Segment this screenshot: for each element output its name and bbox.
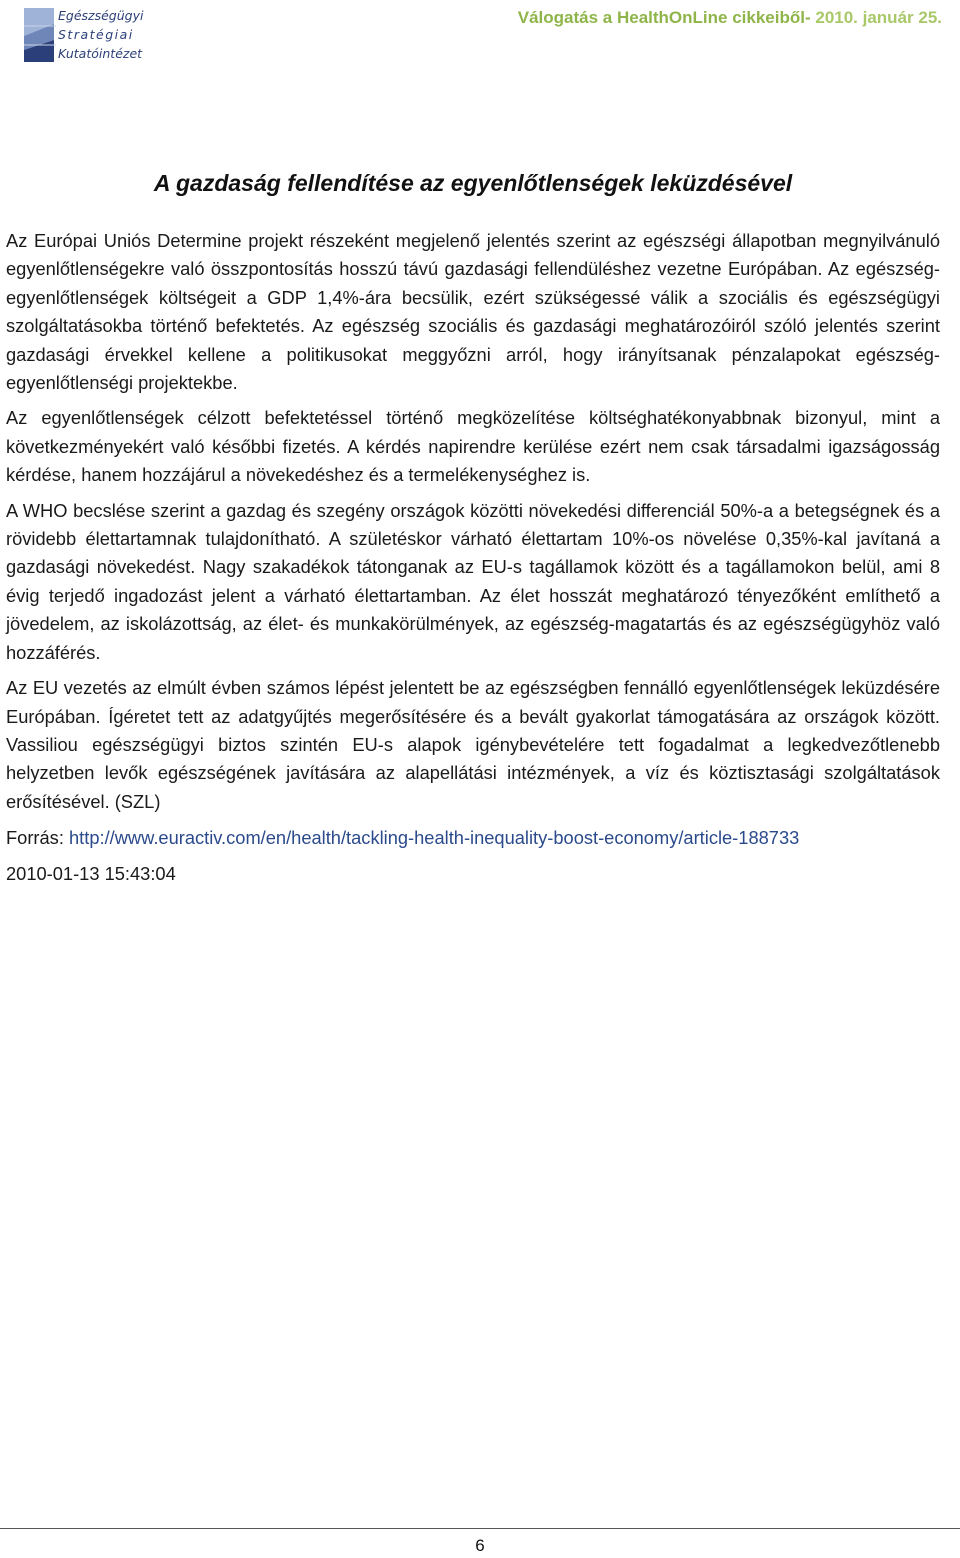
logo-text-line2: Stratégiai [58, 27, 134, 42]
page-number: 6 [475, 1536, 485, 1555]
article-paragraph-3: A WHO becslése szerint a gazdag és szegény országok közötti növekedési differenciál 50%-a a betegségnek és a rövidebb élettartamnak tulajdonítható. A születéskor várható élettartam 10%-os növelése 0,35%-kal javítaná a gazdasági növekedést. Nagy szakadékok tátonganak az EU-s tagállamok között és a tagállamokon belül, ami 8 évig terjedő ingadozást jelent a várható élettartamban. Az élet hosszát meghatározó tényezőként említhető a jövedelem, az iskolázottság, az élet- és munkakörülmények, az egészség-magatartás és az egészségügyhöz való hozzáférés. [6, 499, 940, 663]
source-link[interactable]: http://www.euractiv.com/en/health/tackling-health-inequality-boost-economy/article-188733 [69, 827, 800, 849]
article-paragraph-4: Az EU vezetés az elmúlt évben számos lépést jelentett be az egészségben fennálló egyenlőtlenségek leküzdésére Európában. Ígéretet tett az adatgyűjtés megerősítésére és a bevált gyakorlat támogatására az országok között. Vassiliou egészségügyi biztos szintén EU-s alapok igénybevételére tett fogadalmat a legkedvezőtlenebb helyzetben levők egészségének javítására az alapellátási intézmények, a víz és köztisztasági szolgáltatások erősítésével. (SZL) [6, 677, 940, 812]
header-subtitle: Válogatás a HealthOnLine cikkeiből- [517, 8, 811, 27]
article-paragraph-1: Az Európai Uniós Determine projekt részeként megjelenő jelentés szerint az egészségi állapotban megnyilvánuló egyenlőtlenségekre való összpontosítás hosszú távú gazdasági fellendüléshez vezetne Európában. Az egészség-egyenlőtlenségek költségeit a GDP 1,4%-ára becsülik, ezért szükségessé válik a szociális és egészségügyi szolgáltatásokba történő befektetés. Az egészség szociális és gazdasági meghatározóiról szóló jelentés szerint gazdasági érvekkel kellene a politikusokat meggyőzni arról, hogy irányítsanak pénzalapokat egészség-egyenlőtlenségi projektekbe. [6, 230, 940, 394]
article-timestamp: 2010-01-13 15:43:04 [6, 863, 176, 885]
article-source [6, 824, 940, 852]
article-title: A gazdaság fellendítése az egyenlőtlenségek leküzdésével [153, 170, 793, 196]
article-content [6, 170, 940, 888]
logo-emblem-icon [22, 4, 56, 66]
institute-logo [22, 4, 162, 66]
footer-divider [0, 1528, 960, 1529]
logo-text-line1: Egészségügyi [58, 8, 144, 23]
logo-text-line3: Kutatóintézet [58, 46, 143, 61]
header-date: 2010. január 25. [815, 8, 942, 27]
page-header [0, 0, 960, 70]
article-paragraph-2: Az egyenlőtlenségek célzott befektetéssel történő megközelítése költséghatékonyabbnak bizonyul, mint a következményekért való későbbi fizetés. A kérdés napirendre kerülése ezért nem csak társadalmi igazságosság kérdése, hanem hozzájárul a növekedéshez és a termelékenységhez is. [6, 407, 940, 486]
source-label: Forrás: [6, 827, 64, 849]
header-publication-info [518, 8, 942, 28]
